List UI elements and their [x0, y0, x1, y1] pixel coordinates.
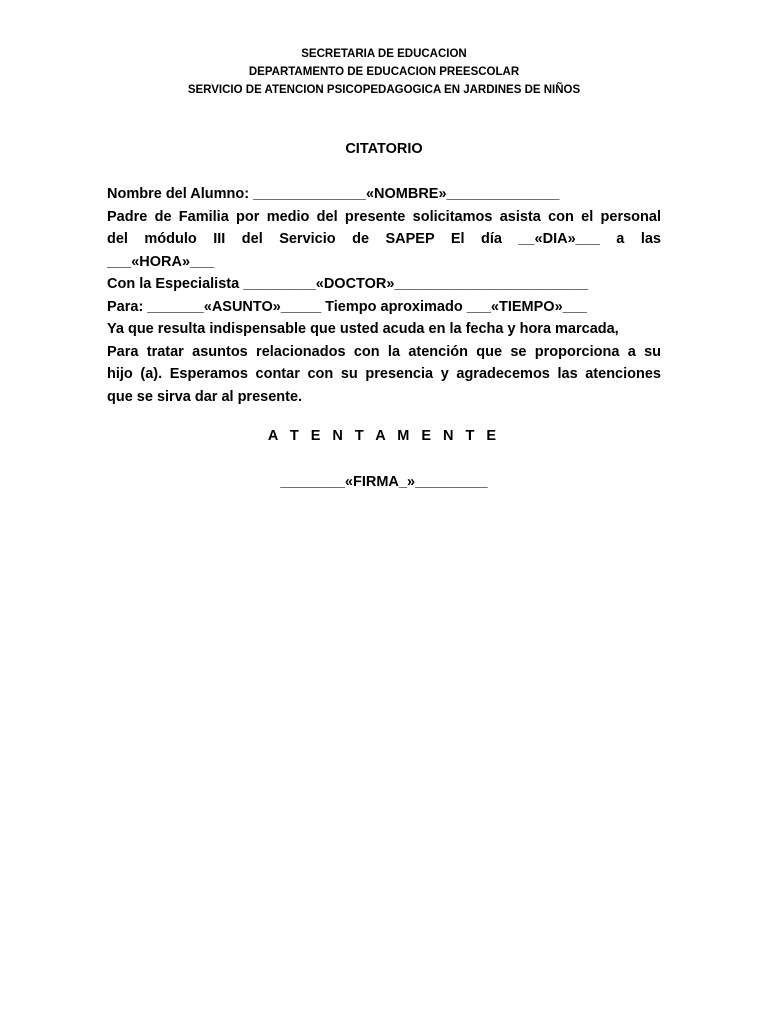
body-line-student-name: Nombre del Alumno: ______________«NOMBRE»______________ — [107, 186, 560, 202]
header-line-servicio: SERVICIO DE ATENCION PSICOPEDAGOGICA EN JARDINES DE NIÑOS — [187, 84, 581, 96]
body-line-presence: hijo (a). Esperamos contar con su presencia y agradecemos las atenciones — [107, 366, 661, 382]
document-body — [107, 183, 661, 408]
body-line-module-date: del módulo III del Servicio de SAPEP El día __«DIA»___ a las — [107, 231, 661, 247]
signature-line: ________«FIRMA_»_________ — [280, 474, 488, 490]
header-line-secretaria: SECRETARIA DE EDUCACION — [301, 48, 467, 60]
body-line-hour: ___«HORA»___ — [107, 253, 215, 270]
body-line-closing-sentence: que se sirva dar al presente. — [107, 388, 303, 405]
document-title: CITATORIO — [345, 141, 423, 157]
body-line-indispensable: Ya que resulta indispensable que usted acuda en la fecha y hora marcada, — [107, 321, 619, 337]
body-line-request: Padre de Familia por medio del presente solicitamos asista con el personal — [107, 208, 661, 225]
body-line-specialist: Con la Especialista _________«DOCTOR»________________________ — [107, 276, 589, 292]
header-line-departamento: DEPARTAMENTO DE EDUCACION PREESCOLAR — [248, 66, 520, 78]
document-header — [0, 45, 768, 99]
body-line-matters: Para tratar asuntos relacionados con la atención que se proporciona a su — [107, 343, 661, 360]
body-line-subject-time: Para: _______«ASUNTO»_____ Tiempo aproximado ___«TIEMPO»___ — [107, 298, 587, 315]
closing-atentamente: A T E N T A M E N T E — [267, 428, 501, 444]
